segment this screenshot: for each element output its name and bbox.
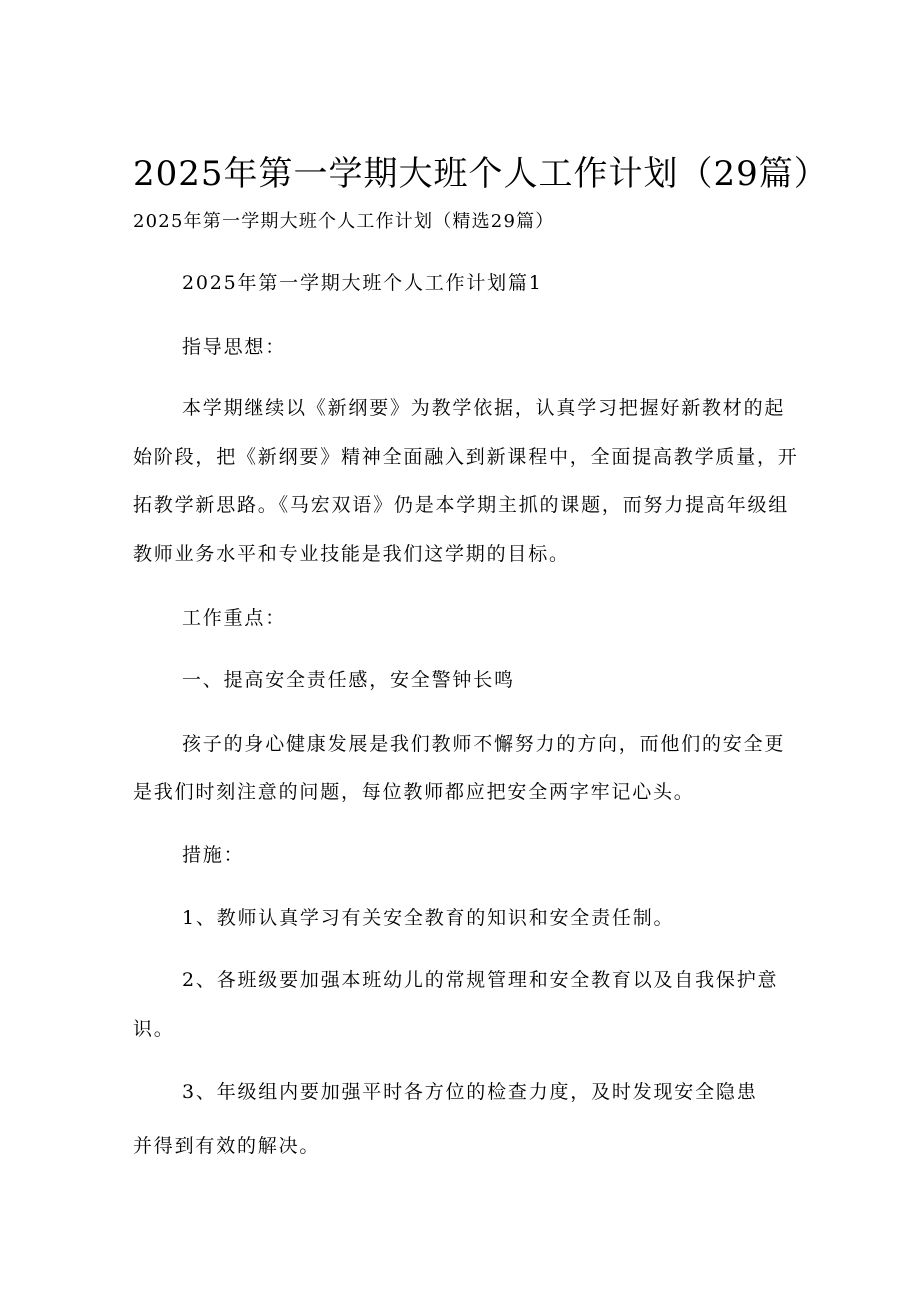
measures-label: 措施： xyxy=(182,844,245,866)
measure-3-line-2: 并得到有效的解决。 xyxy=(133,1135,321,1157)
item1-heading: 一、提高安全责任感，安全警钟长鸣 xyxy=(182,669,515,691)
measure-2-line-1: 2、各班级要加强本班幼儿的常规管理和安全教育以及自我保护意 xyxy=(182,969,779,991)
document-subtitle: 2025年第一学期大班个人工作计划（精选29篇） xyxy=(133,211,555,232)
guiding-para-line-4: 教师业务水平和专业技能是我们这学期的目标。 xyxy=(133,543,570,565)
item1-para-line-2: 是我们时刻注意的问题，每位教师都应把安全两字牢记心头。 xyxy=(133,781,695,803)
item1-para-line-1: 孩子的身心健康发展是我们教师不懈努力的方向，而他们的安全更 xyxy=(182,733,786,755)
guiding-label: 指导思想： xyxy=(182,336,287,358)
measure-1: 1、教师认真学习有关安全教育的知识和安全责任制。 xyxy=(182,907,675,929)
guiding-para-line-1: 本学期继续以《新纲要》为教学依据，认真学习把握好新教材的起 xyxy=(182,397,786,419)
guiding-para-line-3: 拓教学新思路。《马宏双语》仍是本学期主抓的课题，而努力提高年级组 xyxy=(133,494,790,516)
document-title: 2025年第一学期大班个人工作计划（29篇） xyxy=(133,154,829,194)
measure-2-line-2: 识。 xyxy=(133,1018,175,1040)
guiding-para-line-2: 始阶段，把《新纲要》精神全面融入到新课程中，全面提高教学质量，开 xyxy=(133,446,799,468)
focus-label: 工作重点： xyxy=(182,607,287,629)
section-heading: 2025年第一学期大班个人工作计划篇1 xyxy=(182,272,543,294)
measure-3-line-1: 3、年级组内要加强平时各方位的检查力度，及时发现安全隐患 xyxy=(182,1081,758,1103)
